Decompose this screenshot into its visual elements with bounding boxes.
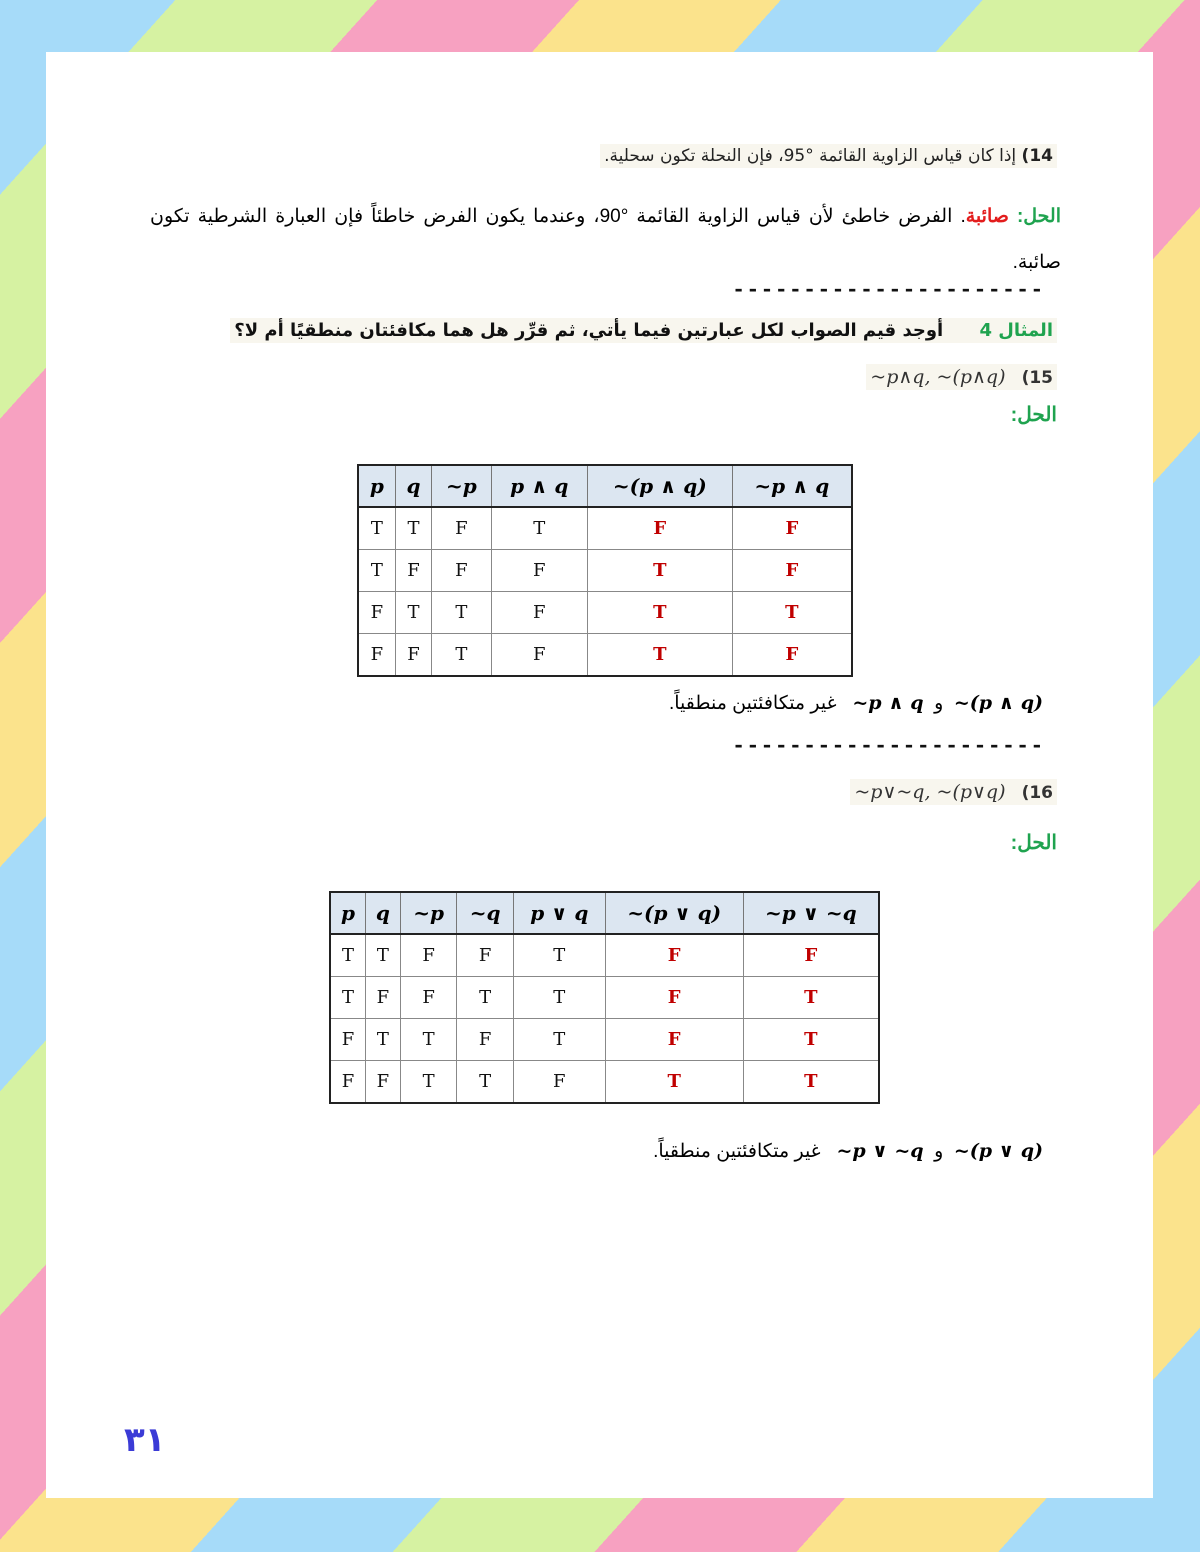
table-row xyxy=(358,507,852,550)
table-cell: T xyxy=(587,634,732,677)
example-instruction: أوجد قيم الصواب لكل عبارتين فيما يأتي، ثم قرِّر هل هما مكافئتان منطقيًا أم لا؟ xyxy=(234,320,944,341)
table-cell: T xyxy=(587,592,732,634)
table-cell: F xyxy=(732,507,852,550)
question-15 xyxy=(866,364,1057,390)
column-header: ~p ∨ ~q xyxy=(743,892,879,934)
example-label: المثال 4 xyxy=(979,320,1053,341)
solution-text: . الفرض خاطئ لأن قياس الزاوية القائمة °90، وعندما يكون الفرض خاطئاً فإن العبارة الشرطية تكون صائبة. xyxy=(150,206,1061,273)
table-cell: T xyxy=(395,507,432,550)
table-cell: F xyxy=(732,550,852,592)
column-header: ~q xyxy=(457,892,514,934)
conclusion-text: غير متكافئتين منطقياً. xyxy=(653,1141,821,1162)
table-cell: T xyxy=(513,977,605,1019)
table-cell: F xyxy=(491,592,587,634)
table-cell: T xyxy=(457,977,514,1019)
table-cell: T xyxy=(395,592,432,634)
column-header: ~(p ∨ q) xyxy=(605,892,743,934)
conclusion-expression-1: ~(p ∨ q) xyxy=(953,1140,1043,1162)
table-cell: F xyxy=(605,977,743,1019)
table-cell: F xyxy=(365,977,400,1019)
table-row xyxy=(358,592,852,634)
table-cell: F xyxy=(491,634,587,677)
table-cell: F xyxy=(513,1061,605,1104)
question-16-expression: ~p∨~q, ~(p∨q) xyxy=(854,781,1006,803)
table-header-row xyxy=(358,465,852,507)
page-number: ٣١ xyxy=(124,1420,166,1460)
table-cell: F xyxy=(457,1019,514,1061)
table-cell: T xyxy=(365,1019,400,1061)
table-cell: T xyxy=(432,592,491,634)
table-cell: T xyxy=(365,934,400,977)
table-cell: T xyxy=(400,1019,457,1061)
question-text: إذا كان قياس الزاوية القائمة °95، فإن النحلة تكون سحلية. xyxy=(604,146,1017,166)
table-cell: F xyxy=(395,634,432,677)
question-16-conclusion xyxy=(653,1140,1043,1163)
conclusion-expression-2: ~p ∨ ~q xyxy=(836,1140,924,1162)
table-row xyxy=(330,1061,879,1104)
table-header-row xyxy=(330,892,879,934)
question-16-solution-label: الحل: xyxy=(1010,832,1057,854)
table-cell: T xyxy=(358,550,395,592)
column-header: p xyxy=(358,465,395,507)
question-number: (16 xyxy=(1021,783,1053,803)
table-row xyxy=(358,634,852,677)
question-14-solution xyxy=(150,194,1061,286)
column-header: p ∨ q xyxy=(513,892,605,934)
solution-verdict: صائبة xyxy=(965,206,1009,227)
table-cell: F xyxy=(330,1061,365,1104)
table-cell: F xyxy=(491,550,587,592)
worksheet-page xyxy=(46,52,1153,1498)
table-cell: F xyxy=(358,634,395,677)
table-row xyxy=(330,934,879,977)
table-cell: F xyxy=(358,592,395,634)
question-14 xyxy=(600,144,1057,168)
table-cell: F xyxy=(605,1019,743,1061)
conclusion-expression-1: ~(p ∧ q) xyxy=(953,692,1043,714)
table-cell: F xyxy=(605,934,743,977)
separator: ---------------------- xyxy=(732,734,1045,759)
table-cell: T xyxy=(330,934,365,977)
table-cell: F xyxy=(400,977,457,1019)
table-cell: T xyxy=(513,934,605,977)
table-cell: F xyxy=(732,634,852,677)
column-header: ~p xyxy=(432,465,491,507)
table-cell: T xyxy=(513,1019,605,1061)
table-cell: T xyxy=(743,977,879,1019)
conclusion-and: و xyxy=(934,1141,944,1162)
table-cell: T xyxy=(457,1061,514,1104)
column-header: q xyxy=(365,892,400,934)
table-cell: T xyxy=(491,507,587,550)
table-cell: F xyxy=(743,934,879,977)
column-header: ~p ∧ q xyxy=(732,465,852,507)
question-15-solution-label: الحل: xyxy=(1010,404,1057,426)
column-header: p xyxy=(330,892,365,934)
table-cell: F xyxy=(400,934,457,977)
column-header: p ∧ q xyxy=(491,465,587,507)
table-cell: T xyxy=(432,634,491,677)
table-cell: T xyxy=(732,592,852,634)
table-cell: F xyxy=(587,507,732,550)
table-cell: F xyxy=(432,550,491,592)
conclusion-text: غير متكافئتين منطقياً. xyxy=(668,693,837,714)
table-row xyxy=(358,550,852,592)
truth-table-q16 xyxy=(329,891,880,1104)
column-header: ~(p ∧ q) xyxy=(587,465,732,507)
solution-label: الحل: xyxy=(1016,206,1062,227)
table-cell: T xyxy=(743,1019,879,1061)
question-15-expression: ~p∧q, ~(p∧q) xyxy=(870,366,1006,388)
table-cell: F xyxy=(330,1019,365,1061)
question-15-conclusion xyxy=(669,692,1043,715)
table-cell: T xyxy=(587,550,732,592)
table-cell: F xyxy=(432,507,491,550)
table-cell: F xyxy=(395,550,432,592)
column-header: q xyxy=(395,465,432,507)
question-number: (15 xyxy=(1021,368,1053,388)
separator: ---------------------- xyxy=(732,278,1045,303)
column-header: ~p xyxy=(400,892,457,934)
question-16 xyxy=(850,779,1057,805)
example-4-heading xyxy=(230,318,1057,343)
table-cell: T xyxy=(358,507,395,550)
table-cell: T xyxy=(400,1061,457,1104)
table-cell: F xyxy=(365,1061,400,1104)
conclusion-and: و xyxy=(934,693,944,714)
table-cell: T xyxy=(743,1061,879,1104)
table-row xyxy=(330,977,879,1019)
conclusion-expression-2: ~p ∧ q xyxy=(852,692,924,714)
question-number: 14) xyxy=(1021,146,1053,166)
table-row xyxy=(330,1019,879,1061)
table-cell: F xyxy=(457,934,514,977)
table-cell: T xyxy=(605,1061,743,1104)
truth-table-q15 xyxy=(357,464,853,677)
table-cell: T xyxy=(330,977,365,1019)
